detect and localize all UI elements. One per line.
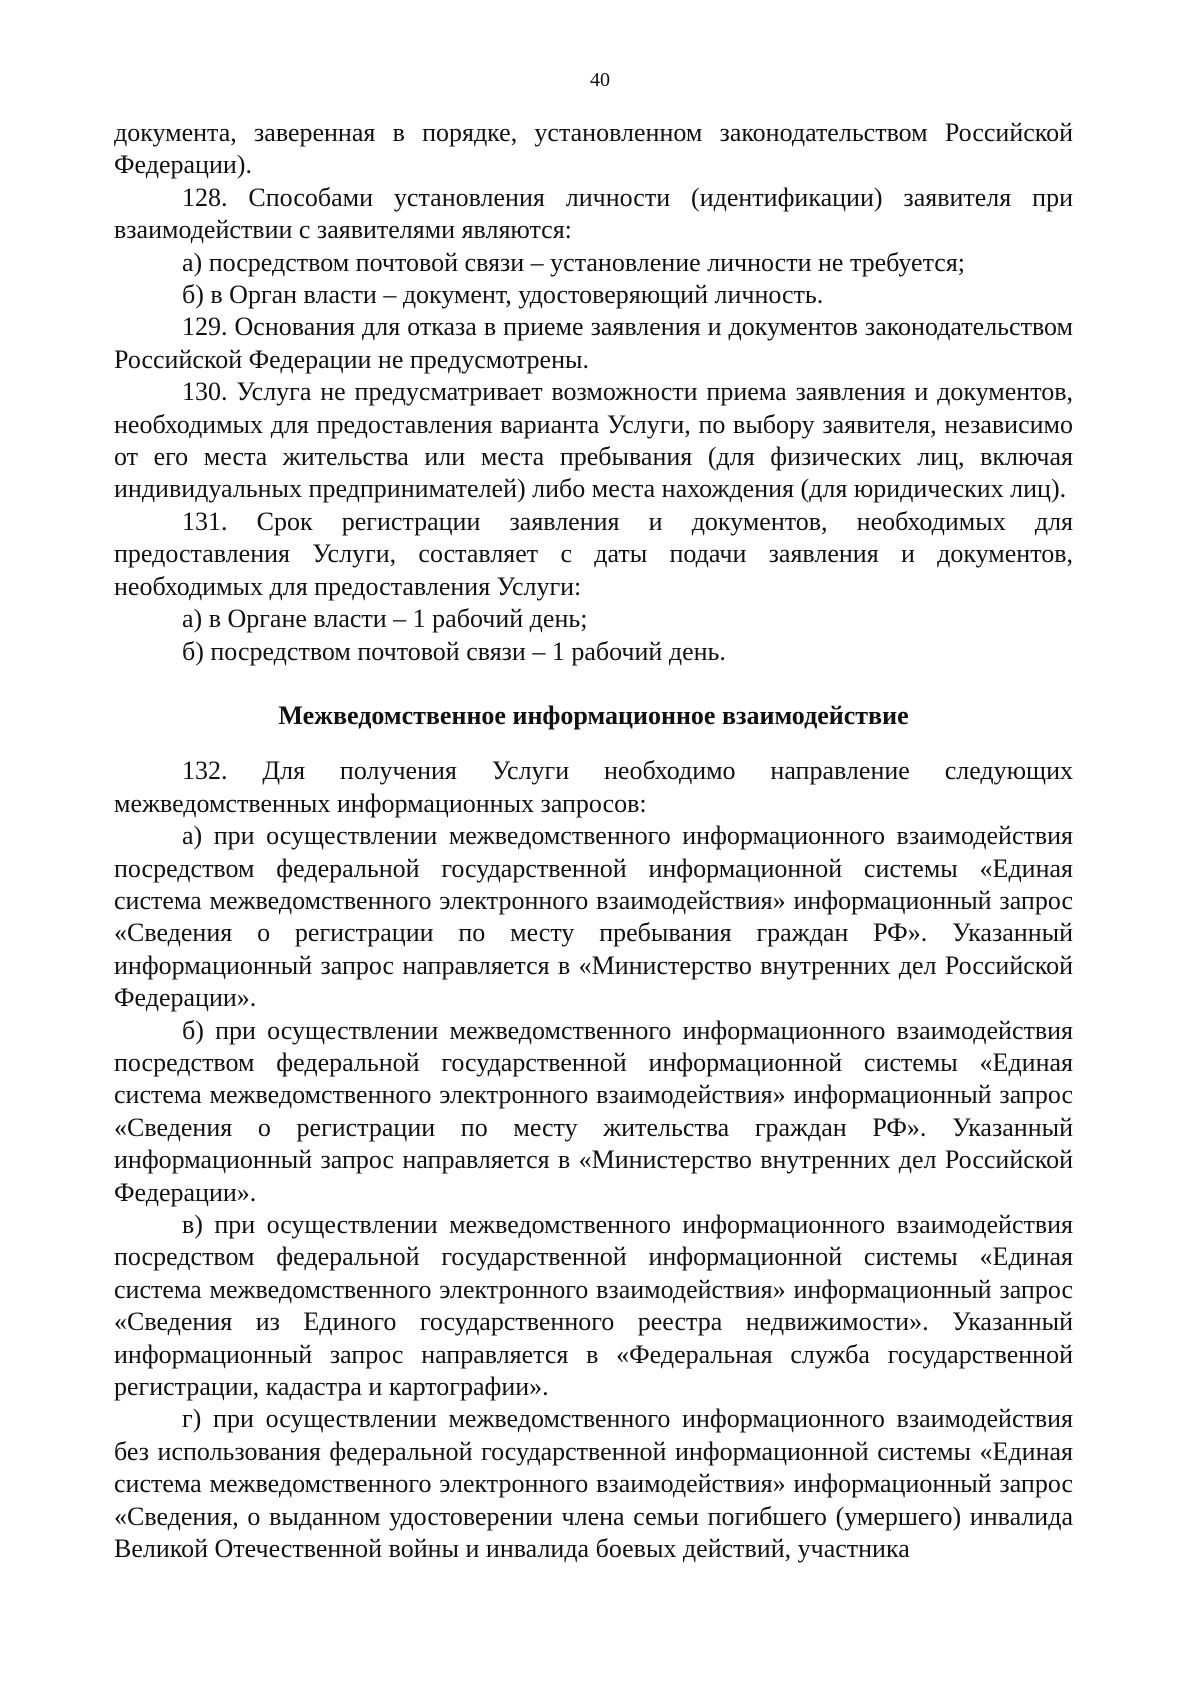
- paragraph-128-a: а) посредством почтовой связи – установление личности не требуется;: [182, 247, 965, 277]
- section-heading: Межведомственное информационное взаимодействие: [278, 700, 909, 730]
- paragraph-129: 129. Основания для отказа в приеме заявления и документов законодательством Российской Федерации не предусмотрены.: [114, 312, 1073, 374]
- paragraph-132-v: в) при осуществлении межведомственного информационного взаимодействия посредством федеральной государственной информационной системы «Единая система межведомственного электронного взаимодействия» информационный запрос «Сведения из Единого государственного реестра недвижимости». Указанный информационный запрос направляется в «Федеральная служба государственной регистрации, кадастра и картографии».: [114, 1210, 1073, 1402]
- paragraph-128: 128. Способами установления личности (идентификации) заявителя при взаимодействии с заявителями являются:: [114, 182, 1073, 245]
- paragraph-132-g: г) при осуществлении межведомственного информационного взаимодействия без использования федеральной государственной информационной системы «Единая система межведомственного электронного взаимодействия» информационный запрос «Сведения, о выданном удостоверении члена семьи погибшего (умершего) инвалида Великой Отечественной войны и инвалида боевых действий, участника: [114, 1404, 1073, 1564]
- paragraph-128-b: б) в Орган власти – документ, удостоверяющий личность.: [182, 280, 824, 310]
- paragraph-131-b: б) посредством почтовой связи – 1 рабочий день.: [182, 636, 726, 666]
- paragraph-continuation: документа, заверенная в порядке, установленном законодательством Российской Федерации).: [114, 118, 1073, 180]
- paragraph-132-a: а) при осуществлении межведомственного информационного взаимодействия посредством федеральной государственной информационной системы «Единая система межведомственного электронного взаимодействия» информационный запрос «Сведения о регистрации по месту пребывания граждан РФ». Указанный информационный запрос направляется в «Министерство внутренних дел Российской Федерации».: [114, 821, 1073, 1013]
- document-body: [114, 117, 1073, 1565]
- paragraph-132: 132. Для получения Услуги необходимо направление следующих межведомственных информационных запросов:: [114, 756, 1073, 818]
- paragraph-131-a: а) в Органе власти – 1 рабочий день;: [182, 604, 588, 634]
- paragraph-130: 130. Услуга не предусматривает возможности приема заявления и документов, необходимых для предоставления варианта Услуги, по выбору заявителя, независимо от его места жительства или места пребывания (для физических лиц, включая индивидуальных предпринимателей) либо места нахождения (для юридических лиц).: [114, 377, 1073, 504]
- paragraph-132-b: б) при осуществлении межведомственного информационного взаимодействия посредством федеральной государственной информационной системы «Единая система межведомственного электронного взаимодействия» информационный запрос «Сведения о регистрации по месту жительства граждан РФ». Указанный информационный запрос направляется в «Министерство внутренних дел Российской Федерации».: [114, 1015, 1073, 1207]
- page-number: 40: [590, 69, 610, 91]
- paragraph-131: 131. Срок регистрации заявления и документов, необходимых для предоставления Услуги, составляет с даты подачи заявления и документов, необходимых для предоставления Услуги:: [114, 506, 1073, 601]
